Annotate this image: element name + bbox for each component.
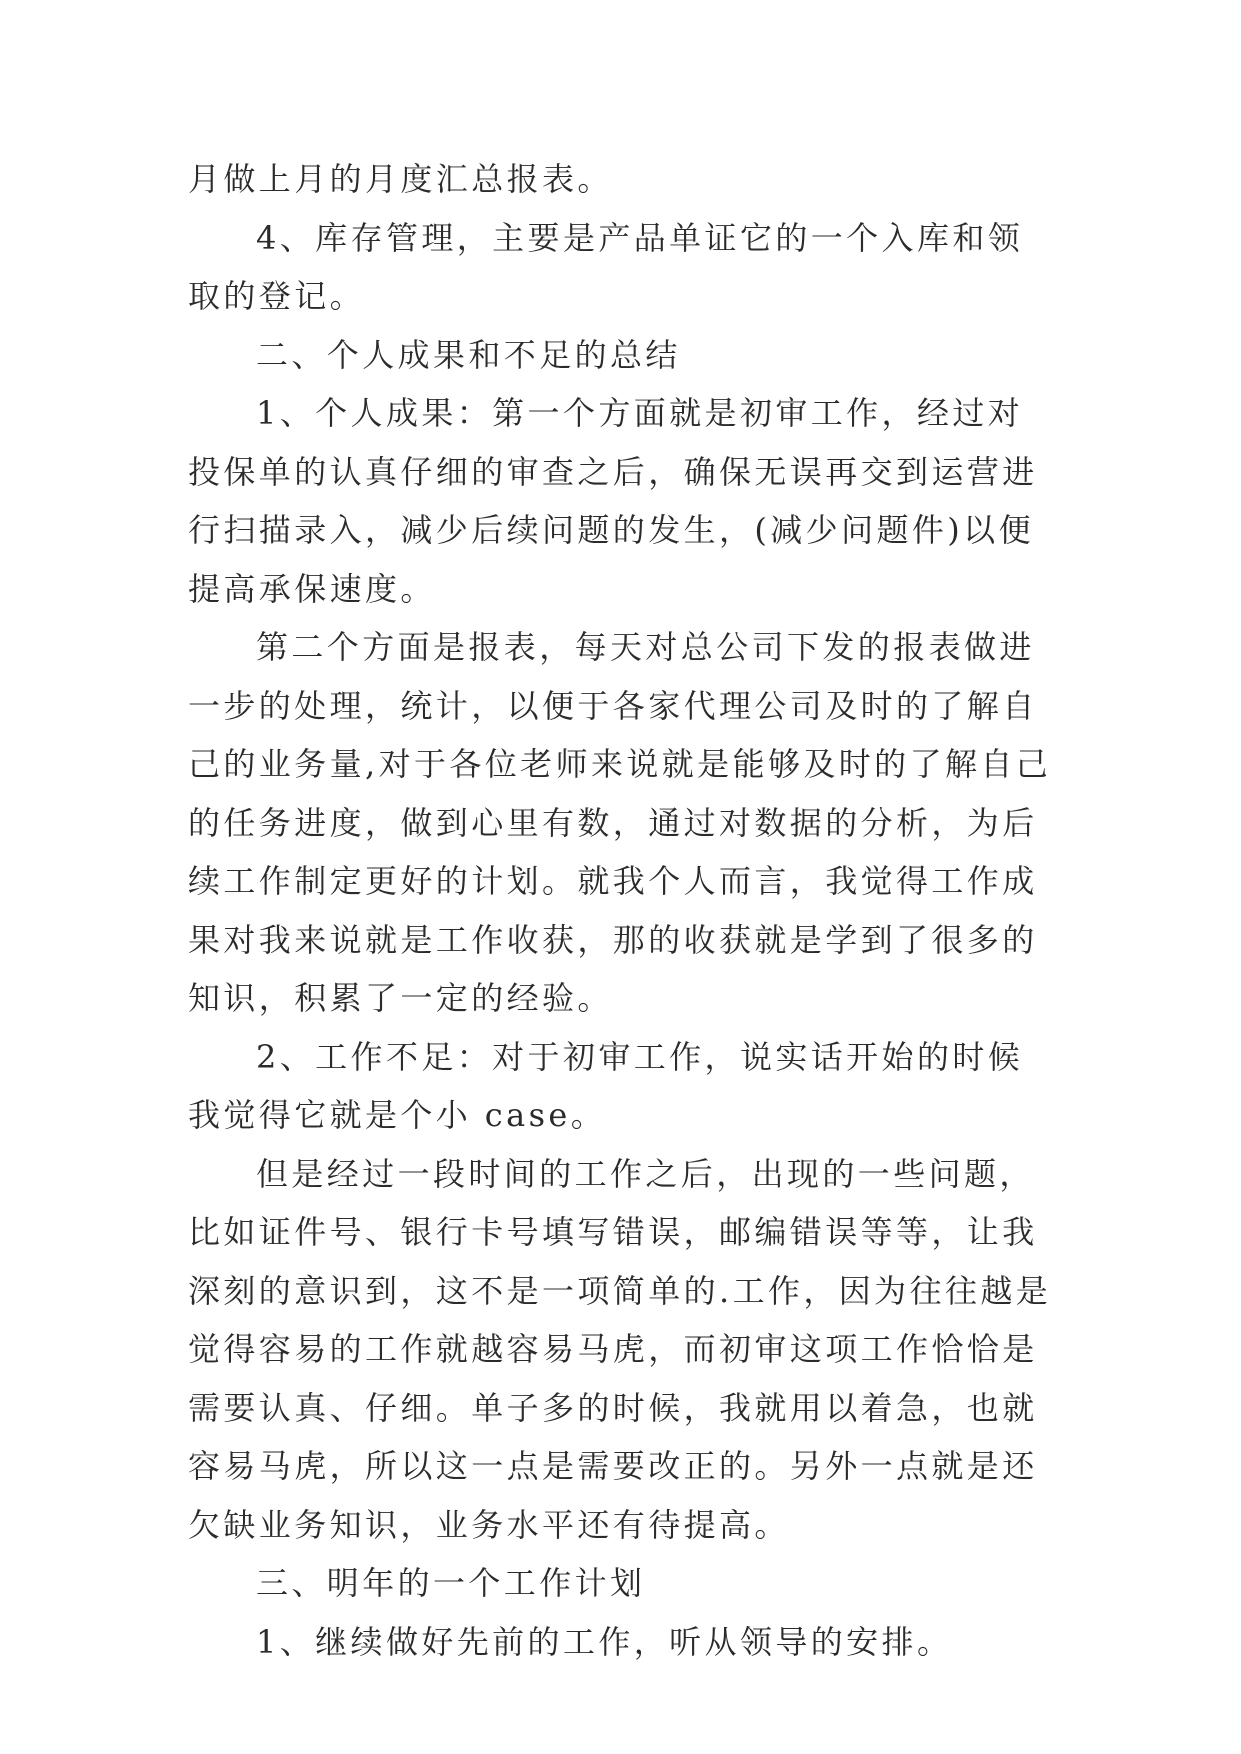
paragraph-problems-found: 但是经过一段时间的工作之后，出现的一些问题，比如证件号、银行卡号填写错误，邮编错误等等，让我深刻的意识到，这不是一项简单的.工作，因为往往越是觉得容易的工作就越容易马虎，而初审这项工作恰恰是需要认真、仔细。单子多的时候，我就用以着急，也就容易马虎，所以这一点是需要改正的。另外一点就是还欠缺业务知识，业务水平还有待提高。	[188, 1154, 1052, 1544]
paragraph-inventory-management: 4、库存管理，主要是产品单证它的一个入库和领取的登记。	[188, 218, 1024, 315]
paragraph-work-shortcomings: 2、工作不足：对于初审工作，说实话开始的时候我觉得它就是个小 case。	[188, 1037, 1024, 1134]
document-body	[188, 150, 1058, 1671]
paragraph-plan-item-1: 1、继续做好先前的工作，听从领导的安排。	[256, 1622, 953, 1661]
paragraph-personal-results: 1、个人成果：第一个方面就是初审工作，经过对投保单的认真仔细的审查之后，确保无误再交到运营进行扫描录入，减少后续问题的发生，(减少问题件)以便提高承保速度。	[188, 394, 1038, 608]
paragraph-monthly-report: 月做上月的月度汇总报表。	[188, 160, 613, 198]
section-heading-results-and-shortcomings: 二、个人成果和不足的总结	[256, 335, 681, 374]
paragraph-reports: 第二个方面是报表，每天对总公司下发的报表做进一步的处理，统计，以便于各家代理公司及时的了解自己的业务量,对于各位老师来说就是能够及时的了解自己的任务进度，做到心里有数，通过对数据的分析，为后续工作制定更好的计划。就我个人而言，我觉得工作成果对我来说就是工作收获，那的收获就是学到了很多的知识，积累了一定的经验。	[188, 628, 1052, 1017]
section-heading-next-year-plan: 三、明年的一个工作计划	[256, 1564, 646, 1602]
